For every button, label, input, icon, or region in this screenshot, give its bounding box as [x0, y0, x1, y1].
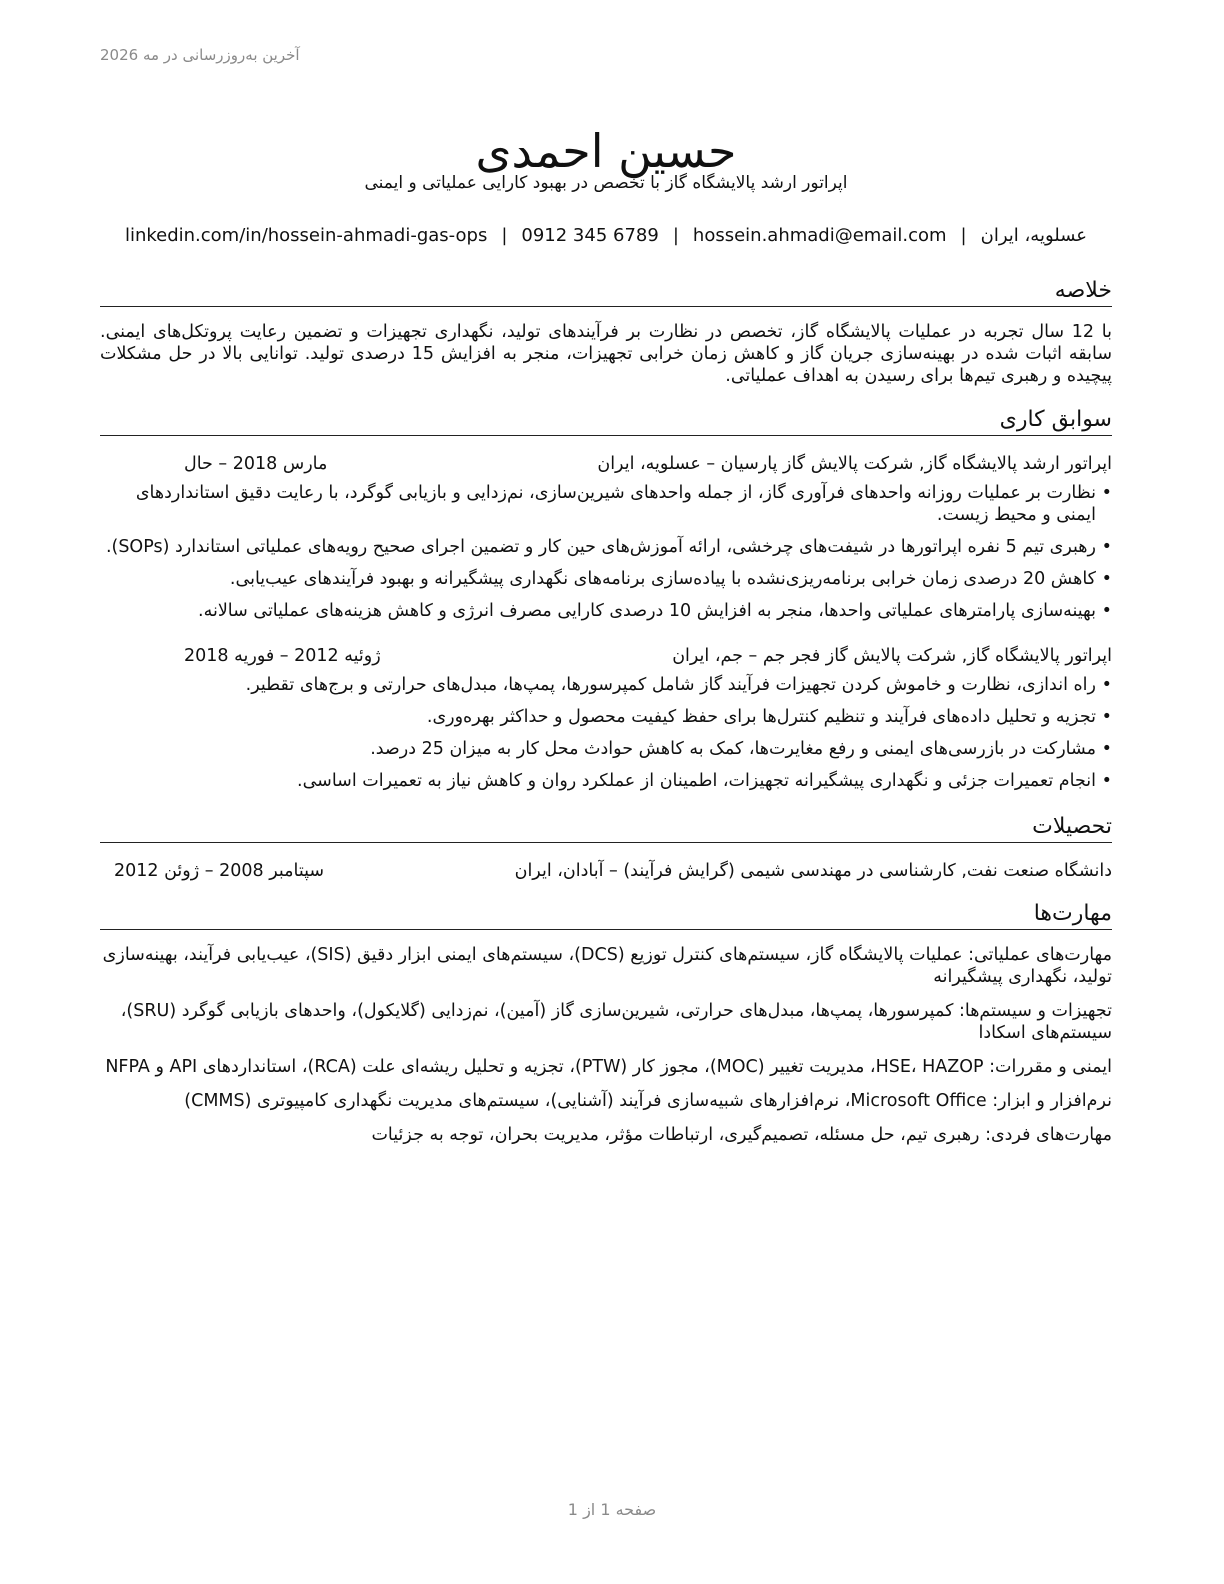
candidate-name: حسین احمدی	[475, 123, 737, 178]
job-bullet	[100, 674, 1112, 696]
contact-separator: |	[501, 225, 508, 246]
bullet-icon: •	[1101, 483, 1112, 503]
bullet-icon: •	[1101, 537, 1112, 557]
job-bullet-text: رهبری تیم 5 نفره اپراتورها در شیفت‌های چرخشی، ارائه آموزش‌های حین کار و تضمین اجرای صحیح رویه‌های عملیاتی استاندارد (SOPs).	[105, 537, 1096, 557]
page-number: صفحه 1 از 1	[567, 1500, 657, 1519]
job-bullet-text: مشارکت در بازرسی‌های ایمنی و رفع مغایرت‌ها، کمک به کاهش حوادث محل کار به میزان 25 درصد.	[370, 739, 1096, 759]
job-bullet-text: تجزیه و تحلیل داده‌های فرآیند و تنظیم کنترل‌ها برای حفظ کیفیت محصول و حداکثر بهره‌وری.	[426, 707, 1096, 727]
job-date: مارس 2018 – حال	[184, 454, 328, 474]
summary-heading: خلاصه	[100, 276, 1112, 307]
bullet-icon: •	[1101, 675, 1112, 695]
resume-body	[100, 276, 1112, 1158]
job-header	[100, 450, 1112, 478]
summary-text: با 12 سال تجربه در عملیات پالایشگاه گاز، تخصص در نظارت بر فرآیندهای تولید، نگهداری تجهیزات و تضمین رعایت پروتکل‌های ایمنی. سابقه اثبات شده در بهینه‌سازی جریان گاز و کاهش زمان خرابی تجهیزات، منجر به افزایش 15 درصدی تولید. توانایی بالا در حل مشکلات پیچیده و رهبری تیم‌ها برای رسیدن به اهداف عملیاتی.	[100, 322, 1113, 386]
contact-line	[100, 222, 1112, 250]
bullet-icon: •	[1101, 739, 1112, 759]
education-date: سپتامبر 2008 – ژوئن 2012	[114, 861, 325, 881]
education-title: دانشگاه صنعت نفت, کارشناسی در مهندسی شیمی (گرایش فرآیند) – آبادان، ایران	[514, 861, 1112, 881]
bullet-icon: •	[1101, 707, 1112, 727]
skills-heading: مهارت‌ها	[100, 899, 1112, 930]
contact-location: عسلویه، ایران	[980, 225, 1088, 246]
experience-heading: سوابق کاری	[100, 405, 1112, 436]
candidate-headline: اپراتور ارشد پالایشگاه گاز با تخصص در بهبود کارایی عملیاتی و ایمنی	[364, 173, 848, 193]
bullet-icon: •	[1101, 601, 1112, 621]
job-bullet-text: انجام تعمیرات جزئی و نگهداری پیشگیرانه تجهیزات، اطمینان از عملکرد روان و کاهش نیاز به تعمیرات اساسی.	[297, 771, 1096, 791]
skill-line: نرم‌افزار و ابزار: Microsoft Office، نرم‌افزارهای شبیه‌سازی فرآیند (آشنایی)، سیستم‌های مدیریت نگهداری کامپیوتری (CMMS)	[184, 1091, 1112, 1111]
job-bullet-text: نظارت بر عملیات روزانه واحدهای فرآوری گاز، از جمله واحدهای شیرین‌سازی، نم‌زدایی و بازیابی گوگرد، با رعایت دقیق استانداردهای ایمنی و محیط زیست.	[135, 483, 1096, 525]
education-heading: تحصیلات	[100, 812, 1112, 843]
bullet-icon: •	[1101, 569, 1112, 589]
contact-phone: 0912 345 6789	[521, 225, 659, 246]
job-bullet-text: راه اندازی، نظارت و خاموش کردن تجهیزات فرآیند گاز شامل کمپرسورها، پمپ‌ها، مبدل‌های حرارتی و برج‌های تقطیر.	[245, 675, 1096, 695]
job-entry	[100, 450, 1112, 622]
job-bullet	[100, 600, 1112, 622]
job-bullet	[100, 482, 1112, 526]
bullet-icon: •	[1101, 771, 1112, 791]
contact-email[interactable]: hossein.ahmadi@email.com	[692, 225, 947, 246]
skill-line: تجهیزات و سیستم‌ها: کمپرسورها، پمپ‌ها، مبدل‌های حرارتی، شیرین‌سازی گاز (آمین)، نم‌زدایی (گلایکول)، واحدهای بازیابی گوگرد (SRU)، سیستم‌های اسکادا	[120, 1001, 1112, 1043]
skill-line: مهارت‌های عملیاتی: عملیات پالایشگاه گاز، سیستم‌های کنترل توزیع (DCS)، سیستم‌های ایمنی ابزار دقیق (SIS)، عیب‌یابی فرآیند، بهینه‌سازی تولید، نگهداری پیشگیرانه	[102, 945, 1112, 987]
contact-separator: |	[960, 225, 967, 246]
job-bullets	[100, 674, 1112, 792]
job-bullet-text: کاهش 20 درصدی زمان خرابی برنامه‌ریزی‌نشده با پیاده‌سازی برنامه‌های نگهداری پیشگیرانه و بهبود فرآیندهای عیب‌یابی.	[229, 569, 1096, 589]
job-title: اپراتور ارشد پالایشگاه گاز, شرکت پالایش گاز پارسیان – عسلویه، ایران	[597, 454, 1112, 474]
job-bullet	[100, 738, 1112, 760]
job-bullet	[100, 536, 1112, 558]
education-entry	[100, 857, 1112, 885]
job-title: اپراتور پالایشگاه گاز, شرکت پالایش گاز فجر جم – جم، ایران	[672, 646, 1112, 666]
skill-line: ایمنی و مقررات: HSE، HAZOP، مدیریت تغییر (MOC)، مجوز کار (PTW)، تجزیه و تحلیل ریشه‌ای علت (RCA)، استانداردهای API و NFPA	[105, 1057, 1112, 1077]
job-bullets	[100, 482, 1112, 622]
job-date: ژوئیه 2012 – فوریه 2018	[184, 646, 381, 666]
contact-linkedin[interactable]: linkedin.com/in/hossein-ahmadi-gas-ops	[124, 225, 488, 246]
skill-line: مهارت‌های فردی: رهبری تیم، حل مسئله، تصمیم‌گیری، ارتباطات مؤثر، مدیریت بحران، توجه به جزئیات	[371, 1125, 1112, 1145]
contact-separator: |	[672, 225, 679, 246]
job-entry	[100, 642, 1112, 792]
job-bullet	[100, 706, 1112, 728]
last-updated-note: آخرین به‌روزرسانی در مه 2026	[100, 46, 300, 64]
job-bullet	[100, 770, 1112, 792]
job-bullet-text: بهینه‌سازی پارامترهای عملیاتی واحدها، منجر به افزایش 10 درصدی کارایی مصرف انرژی و کاهش هزینه‌های عملیاتی سالانه.	[198, 601, 1096, 621]
job-header	[100, 642, 1112, 670]
job-bullet	[100, 568, 1112, 590]
